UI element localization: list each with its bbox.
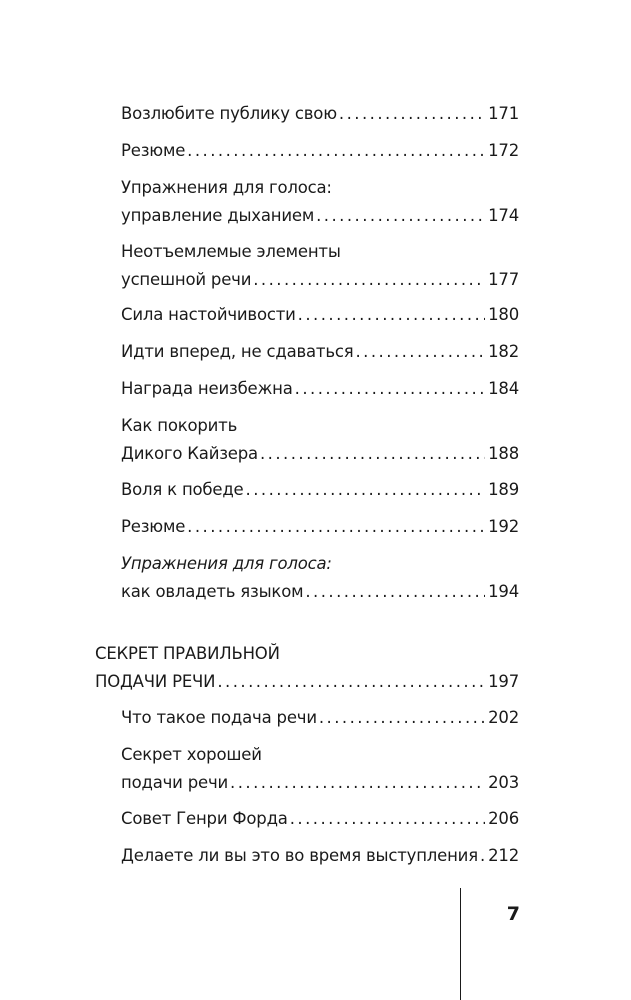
toc-entry-page: 189 [488, 480, 519, 499]
toc-entry-page: 182 [488, 342, 519, 361]
toc-chapter-page: 197 [488, 672, 519, 691]
toc-entry [121, 704, 519, 732]
toc-leader-dots [295, 375, 485, 403]
toc-entry-page: 174 [488, 206, 519, 225]
toc-entry-title: Совет Генри Форда [121, 809, 288, 828]
toc-entry-page: 188 [488, 444, 519, 463]
toc-entry-page: 203 [488, 773, 519, 792]
toc-entry [121, 174, 519, 230]
toc-entry-title: Идти вперед, не сдаваться [121, 342, 354, 361]
toc-entry-title: Резюме [121, 141, 186, 160]
toc-leader-dots [230, 769, 485, 797]
toc-entry-title: Воля к победе [121, 480, 244, 499]
toc-entry-page: 180 [488, 305, 519, 324]
toc-entry [121, 805, 519, 833]
footer-divider [460, 888, 461, 1000]
toc-entry-title: Возлюбите публику свою [121, 104, 337, 123]
toc-entry-title-line1: Упражнения для голоса: [121, 178, 332, 197]
toc-entry [121, 338, 519, 366]
toc-entry [121, 375, 519, 403]
toc-entry [121, 550, 519, 606]
toc-leader-dots [480, 842, 485, 870]
toc-leader-dots [253, 266, 485, 294]
toc-entry-title: Награда неизбежна [121, 379, 293, 398]
toc-entry [121, 513, 519, 541]
toc-entry [121, 137, 519, 165]
toc-entry-title-line1: Упражнения для голоса: [121, 554, 332, 573]
toc-entry-page: 206 [488, 809, 519, 828]
toc-leader-dots [319, 704, 485, 732]
toc-entry [121, 100, 519, 128]
toc-entry-title: подачи речи [121, 773, 229, 792]
toc-entry-page: 202 [488, 708, 519, 727]
toc-entry-page: 194 [488, 582, 519, 601]
toc-entry-title: Что такое подача речи [121, 708, 317, 727]
toc-entry-title: Дикого Кайзера [121, 444, 258, 463]
toc-entry-title: Резюме [121, 517, 186, 536]
toc-chapter-title-line1: СЕКРЕТ ПРАВИЛЬНОЙ [95, 644, 280, 663]
toc-leader-dots [187, 137, 485, 165]
toc-leader-dots [217, 668, 485, 696]
toc-entry-title: Сила настойчивости [121, 305, 296, 324]
toc-entry [121, 476, 519, 504]
toc-entry [121, 842, 519, 870]
toc-leader-dots [305, 578, 485, 606]
toc-entry-title: Делаете ли вы это во время выступления [121, 846, 478, 865]
toc-chapter-title: ПОДАЧИ РЕЧИ [95, 672, 216, 691]
toc-entry-page: 172 [488, 141, 519, 160]
toc-entry-title-line1: Как покорить [121, 416, 238, 435]
toc-leader-dots [187, 513, 485, 541]
toc-leader-dots [298, 301, 485, 329]
page-number: 7 [506, 903, 520, 925]
toc-leader-dots [339, 100, 485, 128]
toc-leader-dots [290, 805, 485, 833]
toc-entry [121, 238, 519, 294]
toc-leader-dots [316, 202, 485, 230]
toc-entry-page: 192 [488, 517, 519, 536]
toc-entry-title: как овладеть языком [121, 582, 304, 601]
toc-entry [121, 412, 519, 468]
toc-leader-dots [260, 440, 485, 468]
toc-entry-page: 171 [488, 104, 519, 123]
toc-entry [121, 301, 519, 329]
toc-entry-page: 184 [488, 379, 519, 398]
toc-chapter-heading [95, 640, 519, 696]
toc-entry-title-line1: Неотъемлемые элементы [121, 242, 341, 261]
toc-entry-title: управление дыханием [121, 206, 315, 225]
toc-entry-page: 177 [488, 270, 519, 289]
toc-leader-dots [246, 476, 486, 504]
toc-entry [121, 741, 519, 797]
toc-leader-dots [355, 338, 485, 366]
toc-entry-title: успешной речи [121, 270, 252, 289]
toc-entry-page: 212 [488, 846, 519, 865]
toc-entry-title-line1: Секрет хорошей [121, 745, 262, 764]
